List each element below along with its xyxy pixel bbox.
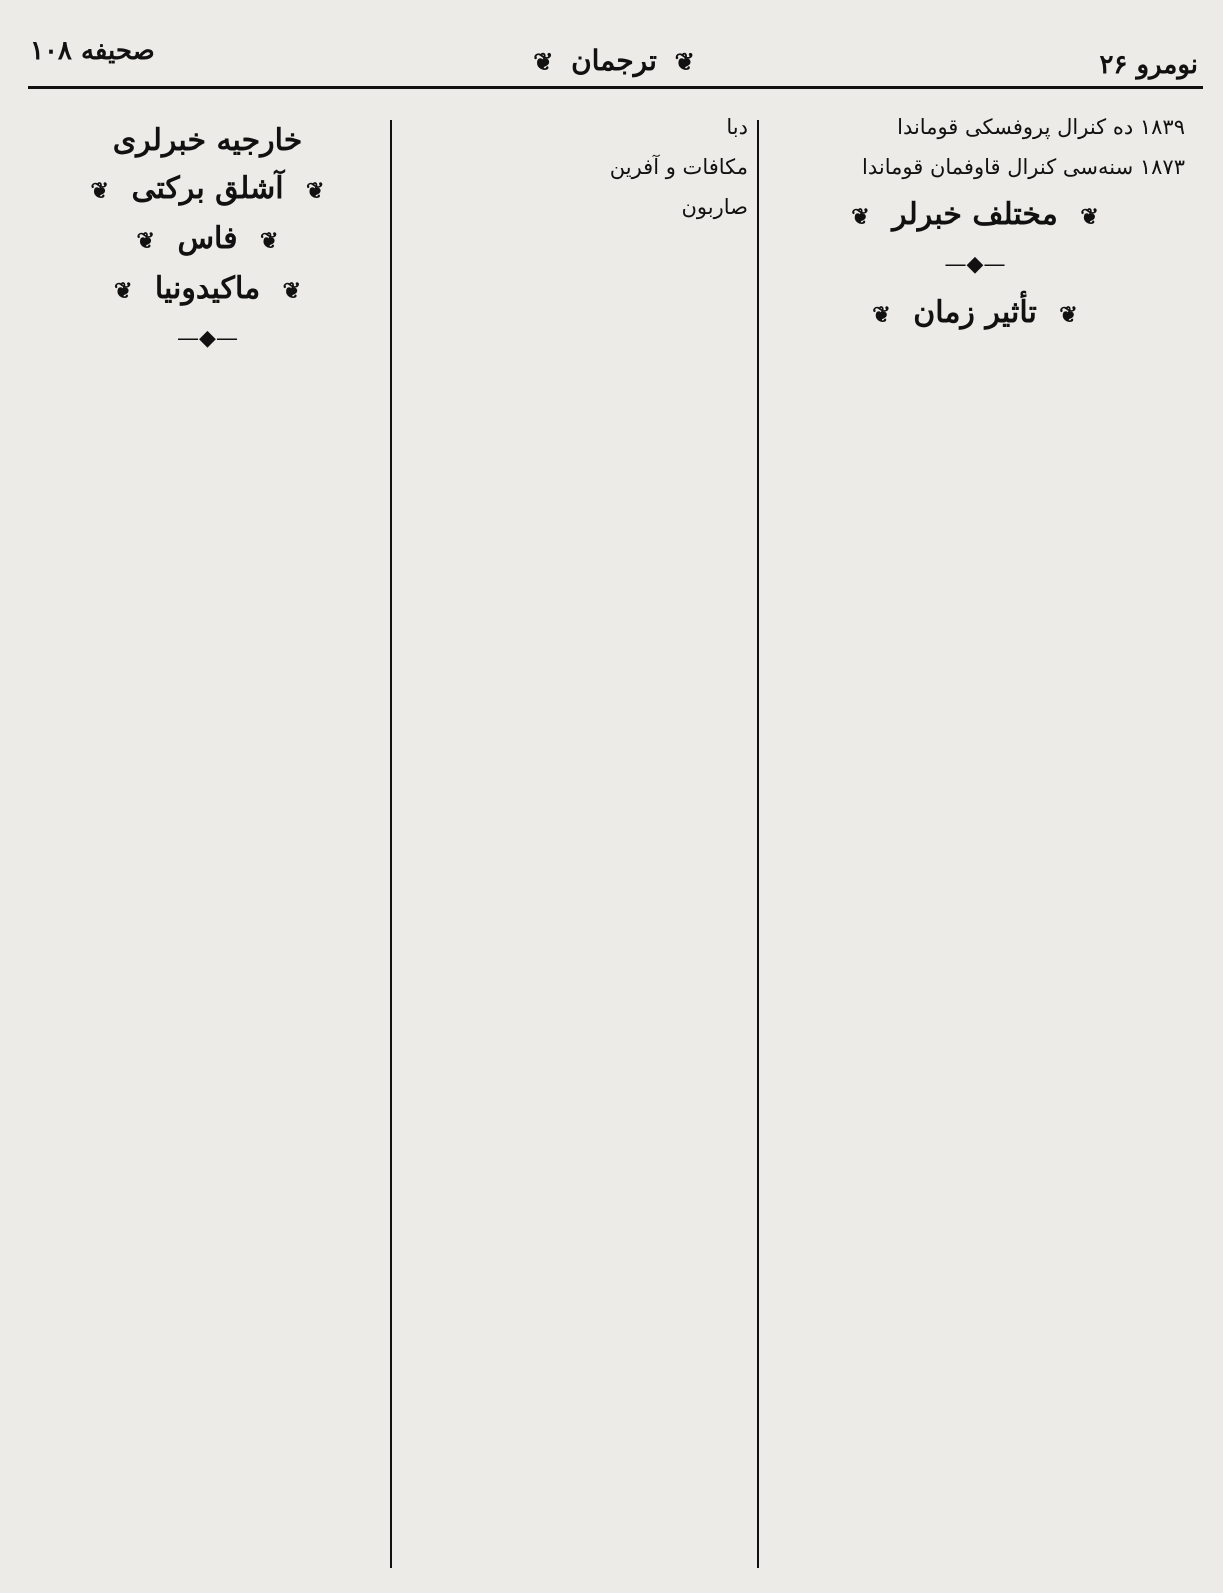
fleuron-icon: ❦ (872, 302, 891, 328)
header-rule (28, 86, 1203, 89)
fleuron-icon: ❦ (851, 204, 870, 230)
fleuron-icon: ❦ (113, 278, 133, 304)
quoted-university: صاربون (681, 195, 748, 219)
heading-fez-text: فاس (177, 221, 238, 256)
fleuron-icon: ❦ (90, 178, 109, 204)
column-left (30, 110, 385, 1573)
fleuron-icon: ❦ (1080, 204, 1099, 230)
fleuron-icon: ❦ (306, 178, 325, 204)
heading-misc-news (765, 198, 1185, 234)
masthead-title-text: ترجمان (571, 44, 657, 77)
column-right-second: ۱۸۷۳ سنه‌سی کنرال قاوفمان قوماندا (862, 155, 1185, 179)
column-middle (398, 110, 748, 1573)
fleuron-icon: ❦ (136, 228, 155, 254)
heading-influence-of-time (765, 296, 1185, 332)
column-right (765, 110, 1185, 1573)
column-divider-left (390, 120, 392, 1568)
fleuron-icon: ❦ (260, 228, 279, 254)
issue-number: نومرو ۲۶ (1099, 50, 1198, 80)
heading-locust (30, 172, 385, 208)
heading-locust-text: آشلق برکتی (131, 171, 284, 206)
quoted-title: مکافات و آفرین (609, 155, 748, 179)
heading-foreign-news-text: خارجیه خبرلری (112, 123, 303, 158)
page-header (30, 30, 1198, 85)
heading-macedonia (30, 272, 385, 308)
heading-influence-of-time-text: تأثیر زمان (913, 295, 1037, 330)
column-right-lead: ۱۸۳۹ ده کنرال پروفسکی قوماندا (897, 115, 1185, 139)
fleuron-left-icon: ❦ (674, 47, 695, 76)
column-divider-right (757, 120, 759, 1568)
fleuron-icon: ❦ (1059, 302, 1078, 328)
heading-macedonia-text: ماکیدونیا (154, 271, 261, 306)
heading-foreign-news (30, 124, 385, 158)
separator-icon: —◆— (944, 252, 1006, 277)
masthead-title (525, 44, 703, 77)
heading-fez (30, 222, 385, 258)
page-number: صحیفه ۱۰۸ (30, 36, 155, 66)
fleuron-right-icon: ❦ (533, 47, 554, 76)
heading-misc-news-text: مختلف خبرلر (892, 197, 1058, 232)
fleuron-icon: ❦ (282, 278, 302, 304)
quoted-paper-name: دبا (726, 115, 748, 139)
separator-icon: —◆— (177, 326, 238, 351)
